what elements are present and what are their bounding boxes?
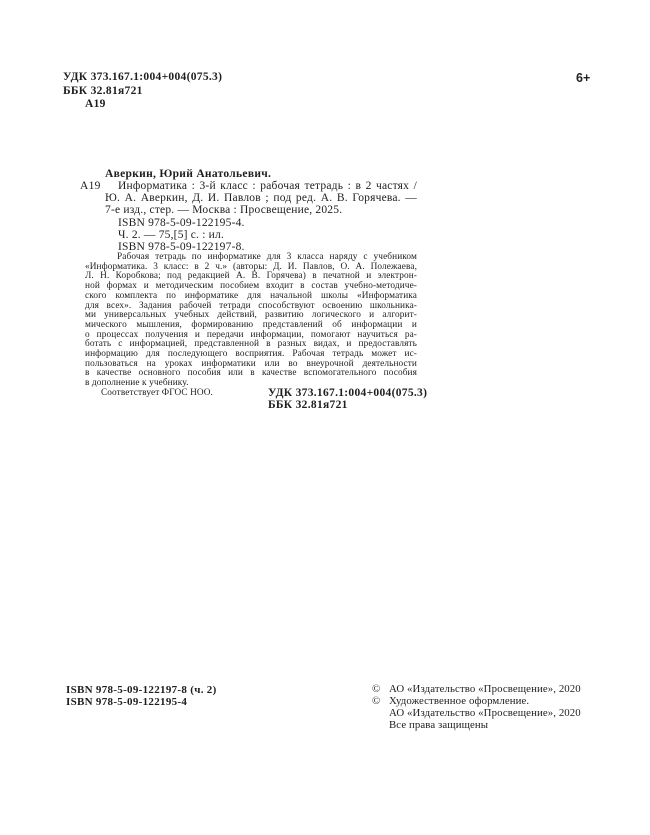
udk-code-bottom: УДК 373.167.1:004+004(075.3) [268,387,428,399]
copyright-line [372,720,581,732]
bibliographic-description [105,180,417,217]
copyright-icon: © [372,694,381,707]
annotation-line: о процессах получения и передачи информации, помогают научиться ра- [85,329,417,340]
annotation-line: Рабочая тетрадь по информатике для 3 класса наряду с учебником [117,252,417,262]
bib-line: Информатика : 3-й класс : рабочая тетрадь : в 2 частях / [118,180,417,192]
annotation-line: ботать с информацией, представленной в разных видах, и предоставлять [85,339,417,350]
author-heading: Аверкин, Юрий Анатольевич. [105,168,272,180]
annotation-line: пользоваться на уроках информатики или во внеурочной деятельности [85,358,417,369]
top-codes-block [63,71,222,112]
bottom-codes-block [268,388,427,411]
copyright-block [372,684,581,732]
annotation [85,253,417,399]
annotation-line: информацию для последующего восприятия. Рабочая тетрадь может ис- [85,349,417,360]
annotation-line: ского комплекта по информатике для начальной школы «Информатика [85,290,417,301]
author-sign-top: А19 [85,98,106,110]
bbk-code-bottom: ББК 32.81я721 [268,398,348,411]
copyright-text: Художественное оформление. [389,694,530,707]
fgos-note: Соответствует ФГОС НОО. [101,387,213,398]
annotation-line: ми универсальных учебных действий, развитию логического и алгорит- [85,310,417,321]
author-sign-card: А19 [80,180,101,192]
footer-isbn-block [66,684,217,708]
copyright-text: АО «Издательство «Просвещение», 2020 [389,706,581,719]
annotation-line: в качестве основного пособия или в качестве вспомогательного пособия [85,368,417,379]
bbk-code: ББК 32.81я721 [63,84,143,97]
annotation-line: «Информатика. 3 класс: в 2 ч.» (авторы: Д. И. Павлов, О. А. Полежаева, [85,261,417,272]
annotation-line: для всех». Задания рабочей тетради способствуют освоению школьника- [85,300,417,311]
part-info: Ч. 2. — 75,[5] с. : ил. [118,229,225,242]
copyright-line [372,708,581,720]
annotation-line: ной формах и методическим пособием входит в состав учебно-методиче- [85,281,417,292]
copyright-icon-spacer [372,720,389,732]
isbn-part: ISBN 978-5-09-122197-8. [118,241,245,254]
copyright-text: АО «Издательство «Просвещение», 2020 [389,683,581,695]
isbn-series: ISBN 978-5-09-122195-4. [118,217,245,229]
udk-code: УДК 373.167.1:004+004(075.3) [63,71,223,83]
copyright-text: Все права защищены [389,718,489,731]
bib-line: Ю. А. Аверкин, Д. И. Павлов ; под ред. А. В. Горячева. — [105,192,417,205]
bib-line: 7-е изд., стер. — Москва : Просвещение, 2025. [105,204,343,217]
isbn-part-block [118,217,245,253]
copyright-icon-spacer [372,708,389,720]
age-rating-badge: 6+ [576,71,591,85]
annotation-line: мического мышления, формированию представлений об информации и [85,319,417,330]
copyright-icon: © [372,683,381,695]
annotation-line: Л. Н. Коробкова; под редакцией А. В. Горячева) в печатной и электрон- [85,271,417,282]
footer-isbn-line: ISBN 978-5-09-122197-8 (ч. 2) [66,684,217,696]
footer-isbn-line: ISBN 978-5-09-122195-4 [66,696,188,709]
annotation-line: в дополнение к учебнику. [85,378,189,389]
